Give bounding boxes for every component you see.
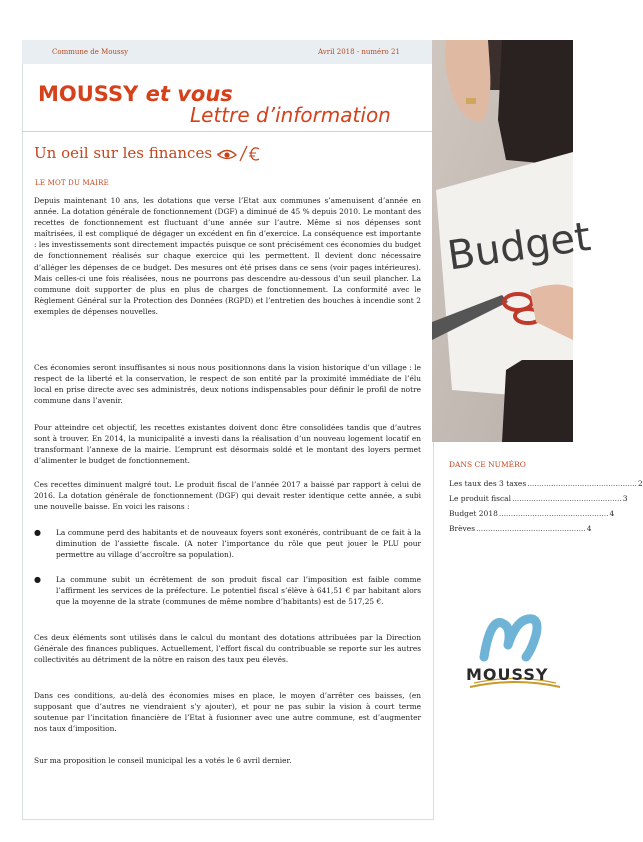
bullet-marker: ● [34, 575, 41, 584]
toc-dots: .............................................. [476, 524, 586, 533]
logo-wordmark: MOUSSY [466, 665, 549, 684]
issue-date: Avril 2018 - numéro 21 [318, 48, 400, 56]
toc-item[interactable] [449, 509, 615, 518]
toc-item-page: 4 [586, 524, 592, 533]
budget-photo-illustration [432, 40, 594, 442]
bullet-text: La commune subit un écrêtement de son produit fiscal car l’imposition est faible comme l’affirment les services de la préfecture. Le potentiel fiscal s’élève à 641,51 € par habitant alors que la moyenne de la strate (communes de même nombre d’habitants) est de 517,25 €. [56, 575, 421, 607]
eye-euro-icon [216, 143, 262, 163]
toc-item-page: 4 [609, 509, 615, 518]
toc-item-label: Le produit fiscal [449, 494, 512, 503]
bullet-marker: ● [34, 528, 41, 537]
budget-photo [432, 40, 594, 442]
paragraph-6: Dans ces conditions, au-delà des économies mises en place, le moyen d’arrêter ces baisses, (en supposant que d’autres ne viendraient s’y ajouter), et pour ne pas subir la vision à court terme soutenue par l’incitation financière de l’Etat à fusionner avec une autre commune, est d’augmenter nos taux d’imposition. [34, 691, 421, 734]
toc-dots: .............................................. [512, 494, 622, 503]
section-kicker: LE MOT DU MAIRE [35, 179, 109, 187]
paragraph-3: Pour atteindre cet objectif, les recettes existantes doivent donc être consolidées tandis que d’autres sont à trouver. En 2014, la municipalité a investi dans la réalisation d’un nouveau logement locatif en transformant l’annexe de la mairie. L’emprunt est désormais soldé et le montant des loyers permet d’alimenter le budget de fonctionnement. [34, 423, 421, 466]
toc-item-label: Budget 2018 [449, 509, 498, 518]
commune-name: Commune de Moussy [52, 48, 129, 56]
masthead-moussy: MOUSSY [38, 82, 139, 106]
section-heading: Un oeil sur les finances - [34, 144, 222, 162]
toc-item[interactable] [449, 479, 643, 488]
budget-word: Budget [444, 213, 594, 280]
toc-item[interactable] [449, 494, 628, 503]
toc-item-label: Brèves [449, 524, 476, 533]
toc-title: DANS CE NUMÉRO [449, 460, 526, 469]
toc-item-page: 3 [622, 494, 628, 503]
paragraph-7: Sur ma proposition le conseil municipal les a votés le 6 avril dernier. [34, 756, 292, 765]
masthead-divider [22, 131, 432, 132]
toc-item-label: Les taux des 3 taxes [449, 479, 527, 488]
bullet-text: La commune perd des habitants et de nouveaux foyers sont exonérés, contribuant de ce fait à la diminution de l’assiette fiscale. (A noter l’importance du rôle que peut jouer le PLU pour permettre au village d’accroître sa population). [56, 528, 421, 560]
paragraph-4: Ces recettes diminuent malgré tout. Le produit fiscal de l’année 2017 a baissé par rapport à celui de 2016. La dotation générale de fonctionnement (DGF) qui devait rester identique cette année, a subi une nouvelle baisse. En voici les raisons : [34, 480, 421, 512]
masthead-subtitle: Lettre d’information [190, 103, 391, 127]
paragraph-2: Ces économies seront insuffisantes si nous nous positionnons dans la vision historique d’un village : le respect de la liberté et la conservation, le respect de son entité par la proximité immédiate de l’élu local en prise directe avec ses administrés, deux notions indispensables pour définir le profil de notre commune dans l’avenir. [34, 363, 421, 406]
paragraph-1: Depuis maintenant 10 ans, les dotations que verse l’Etat aux communes s’amenuisent d’année en année. La dotation générale de fonctionnement (DGF) a diminué de 45 % depuis 2010. Le montant des recettes de fonctionnement est fluctuant d’une année sur l’autre. Même si nos dépenses sont maîtrisées, il est compliqué de dégager un excédent en fin d’exercice. La conséquence est importante : les investissements sont directement impactés puisque ce sont précisément ces économies du budget de fonctionnement réalisés sur chaque exercice qui les permettent. Il devient donc nécessaire d’alléger les dépenses de ce budget. Des mesures ont été prises dans ce sens (voir pages intérieures). Mais celles-ci une fois réalisées, nous ne pourrons pas descendre au-dessous d’un seuil plancher. La commune doit supporter de plus en plus de charges de fonctionnement. La conformité avec le Règlement Général sur la Protection des Données (RGPD) et l’entretien des bouches à incendie sont 2 exemples de dépenses nouvelles. [34, 196, 421, 316]
toc-item-page: 2 [637, 479, 643, 488]
toc-dots: .............................................. [498, 509, 609, 518]
paragraph-5: Ces deux éléments sont utilisés dans le calcul du montant des dotations attribuées par la Direction Générale des finances publiques. Actuellement, l’effort fiscal du contribuable se reporte sur les autres collectivités au détriment de la nôtre en raison des taux peu élevés. [34, 633, 421, 665]
masthead-et-vous: et vous [145, 82, 233, 106]
toc-dots: .............................................. [527, 479, 637, 488]
toc-item[interactable] [449, 524, 592, 533]
